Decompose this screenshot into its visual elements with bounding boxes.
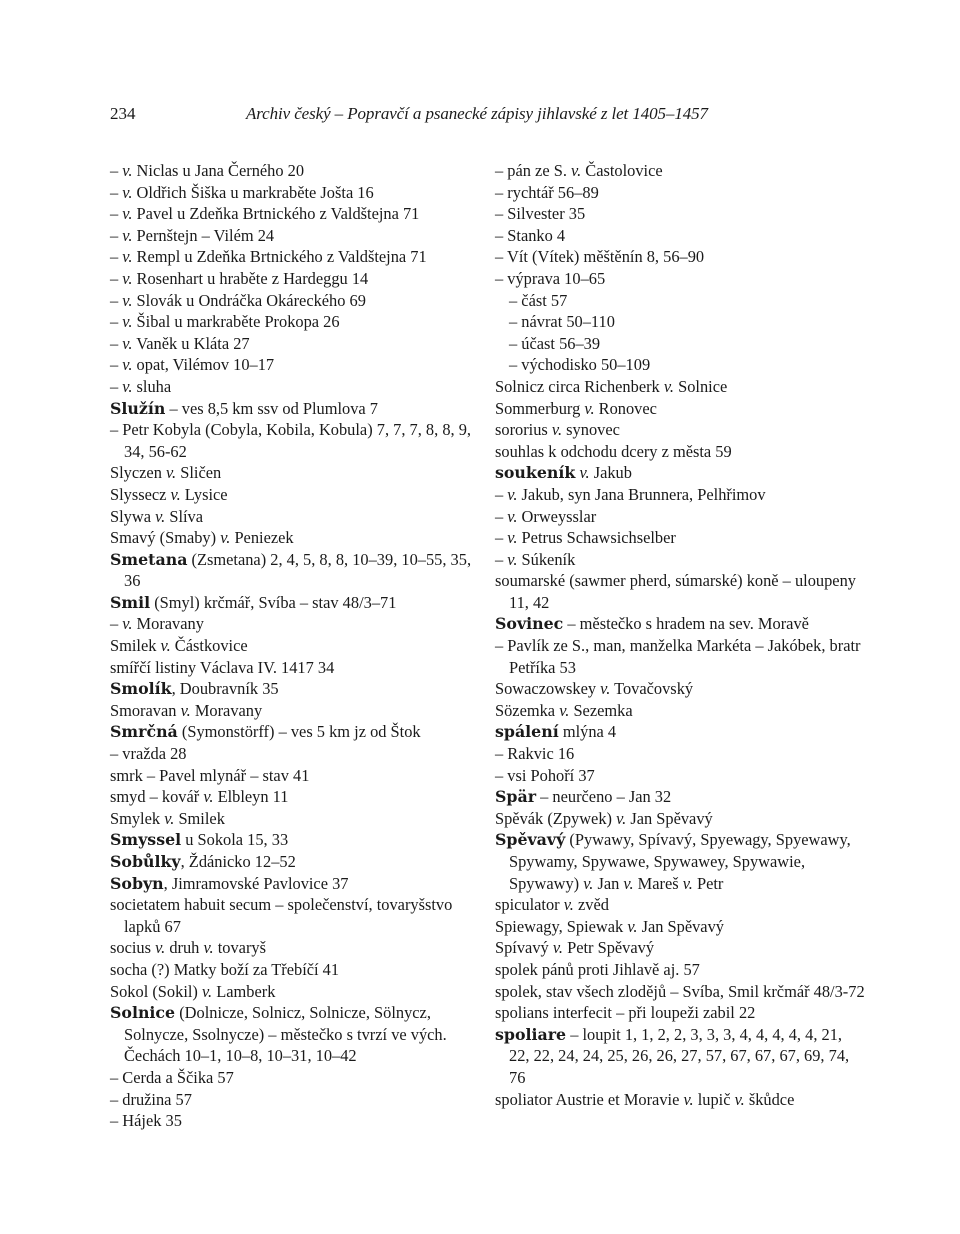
- index-entry: smrk – Pavel mlynář – stav 41: [110, 765, 310, 785]
- index-entry: – návrat 50–110: [509, 312, 615, 332]
- index-entry: Smil (Smyl) krčmář, Svíba – stav 48/3–71: [110, 592, 397, 612]
- index-entry: soukeník v. Jakub: [495, 463, 632, 483]
- index-entry: – v. Petrus Schawsichselber: [495, 528, 676, 548]
- index-entry: – Hájek 35: [110, 1111, 182, 1131]
- index-entry: soumarské (sawmer pherd, súmarské) koně – uloupeny 11, 42: [495, 571, 856, 612]
- index-entry: souhlas k odchodu dcery z města 59: [495, 441, 732, 461]
- index-entry: – rychtář 56–89: [495, 182, 599, 202]
- index-entry: Solnicz circa Richenberk v. Solnice: [495, 376, 728, 396]
- index-entry: societatem habuit secum – společenství, tovaryšstvo lapků 67: [110, 895, 453, 936]
- index-entry: spolek, stav všech zlodějů – Svíba, Smil krčmář 48/3-72: [495, 981, 865, 1001]
- index-entry: Smoravan v. Moravany: [110, 700, 263, 720]
- index-entry: Solnice (Dolnicze, Solnicz, Solnicze, Sölnycz, Solnycze, Ssolnycze) – městečko s tvrzí ve vých. Čechách 10–1, 10–8, 10–31, 10–42: [110, 1003, 447, 1066]
- index-entry: Sovinec – městečko s hradem na sev. Moravě: [495, 614, 809, 634]
- index-entry: socius v. druh v. tovaryš: [110, 938, 266, 958]
- index-entry: – Pavlík ze S., man, manželka Markéta – Jakóbek, bratr Petříka 53: [495, 636, 861, 677]
- index-column-left: [110, 160, 482, 1132]
- index-entry: spoliare – loupit 1, 1, 2, 2, 3, 3, 3, 4, 4, 4, 4, 4, 21, 22, 22, 24, 24, 25, 26, 26, 27, 57, 67, 67, 67, 69, 74, 76: [495, 1024, 850, 1087]
- index-entry: Spär – neurčeno – Jan 32: [495, 787, 672, 807]
- index-entry: – v. Pernštejn – Vilém 24: [110, 225, 275, 245]
- index-entry: – v. Šibal u markraběte Prokopa 26: [110, 312, 340, 332]
- index-entry: spolians interfecit – při loupeži zabil 22: [495, 1003, 756, 1023]
- index-entry: – v. Oldřich Šiška u markraběte Jošta 16: [110, 182, 374, 202]
- index-entry: – v. Orweysslar: [495, 506, 597, 526]
- index-entry: Smavý (Smaby) v. Peniezek: [110, 528, 294, 548]
- index-entry: Spívavý v. Petr Spěvavý: [495, 938, 655, 958]
- index-entry: spálení mlýna 4: [495, 722, 617, 742]
- index-entry: – v. opat, Vilémov 10–17: [110, 355, 275, 375]
- index-entry: – pán ze S. v. Častolovice: [495, 161, 663, 180]
- index-entry: Spiewagy, Spiewak v. Jan Spěvavý: [495, 916, 724, 936]
- index-entry: Smilek v. Částkovice: [110, 636, 248, 656]
- page-number: 234: [110, 104, 136, 123]
- index-entry: – v. Slovák u Ondráčka Okáreckého 69: [110, 290, 366, 310]
- index-entry: – v. Pavel u Zdeňka Brtnického z Valdštejna 71: [110, 204, 420, 224]
- index-entry: – účast 56–39: [509, 333, 601, 353]
- index-entry: – v. Vaněk u Kláta 27: [110, 333, 250, 353]
- index-entry: – v. Rempl u Zdeňka Brtnického z Valdštejna 71: [110, 247, 427, 267]
- index-entry: – Petr Kobyla (Cobyla, Kobila, Kobula) 7, 7, 7, 8, 8, 9, 34, 56-62: [110, 420, 472, 461]
- index-entry: socha (?) Matky boží za Třebíčí 41: [110, 959, 340, 979]
- index-entry: spolek pánů proti Jihlavě aj. 57: [495, 959, 700, 979]
- index-entry: – Vít (Vítek) měštěnín 8, 56–90: [495, 247, 705, 267]
- index-entry: – v. Rosenhart u hraběte z Hardeggu 14: [110, 268, 369, 288]
- index-entry: Slywa v. Slíva: [110, 506, 204, 526]
- index-entry: sororius v. synovec: [495, 420, 620, 440]
- index-entry: – Silvester 35: [495, 204, 586, 224]
- index-entry: – družina 57: [110, 1089, 192, 1109]
- index-entry: Spěvavý (Pywawy, Spívavý, Spyewagy, Spyewawy, Spywamy, Spywawe, Spywawey, Spywawie, Spywawy) v. Jan v. Mareš v. Petr: [495, 830, 851, 893]
- index-entry: – v. Moravany: [110, 614, 204, 634]
- index-entry: – Rakvic 16: [495, 744, 575, 764]
- index-entry: Smolík, Doubravník 35: [110, 679, 279, 699]
- index-entry: – v. Niclas u Jana Černého 20: [110, 161, 305, 180]
- index-entry: Smyssel u Sokola 15, 33: [110, 830, 289, 850]
- running-title: Archiv český – Popravčí a psanecké zápisy jihlavské z let 1405–1457: [246, 104, 708, 123]
- index-entry: – Cerda a Ščika 57: [110, 1067, 234, 1087]
- index-entry: smířčí listiny Václava IV. 1417 34: [110, 657, 335, 677]
- index-entry: Služín – ves 8,5 km ssv od Plumlova 7: [110, 398, 378, 418]
- index-entry: – vsi Pohoří 37: [495, 765, 595, 785]
- index-entry: Slyczen v. Sličen: [110, 463, 222, 483]
- index-entry: Sowaczowskey v. Tovačovský: [495, 679, 694, 699]
- index-column-right: [495, 160, 865, 1110]
- index-entry: – výprava 10–65: [495, 268, 606, 288]
- index-entry: – východisko 50–109: [509, 355, 651, 375]
- index-entry: – v. Súkeník: [495, 549, 576, 569]
- index-entry: Sobyn, Jimramovské Pavlovice 37: [110, 873, 349, 893]
- index-entry: – v. sluha: [110, 376, 172, 396]
- index-entry: Sommerburg v. Ronovec: [495, 398, 657, 418]
- index-entry: smyd – kovář v. Elbleyn 11: [110, 787, 289, 807]
- index-entry: Sözemka v. Sezemka: [495, 700, 633, 720]
- index-entry: Smetana (Zsmetana) 2, 4, 5, 8, 8, 10–39, 10–55, 35, 36: [110, 549, 472, 591]
- index-entry: – Stanko 4: [495, 225, 566, 245]
- index-entry: Sobůlky, Ždánicko 12–52: [110, 852, 296, 871]
- index-entry: spiculator v. zvěd: [495, 895, 609, 915]
- index-entry: Sokol (Sokil) v. Lamberk: [110, 981, 276, 1001]
- index-entry: – část 57: [509, 290, 568, 310]
- index-entry: Smrčná (Symonstörff) – ves 5 km jz od Štok: [110, 722, 421, 742]
- index-entry: spoliator Austrie et Moravie v. lupič v. škůdce: [495, 1089, 795, 1109]
- index-entry: – v. Jakub, syn Jana Brunnera, Pelhřimov: [495, 484, 766, 504]
- index-entry: Slyssecz v. Lysice: [110, 484, 228, 504]
- index-entry: Spěvák (Zpywek) v. Jan Spěvavý: [495, 808, 713, 828]
- index-entry: Smylek v. Smilek: [110, 808, 225, 828]
- index-entry: – vražda 28: [110, 744, 187, 764]
